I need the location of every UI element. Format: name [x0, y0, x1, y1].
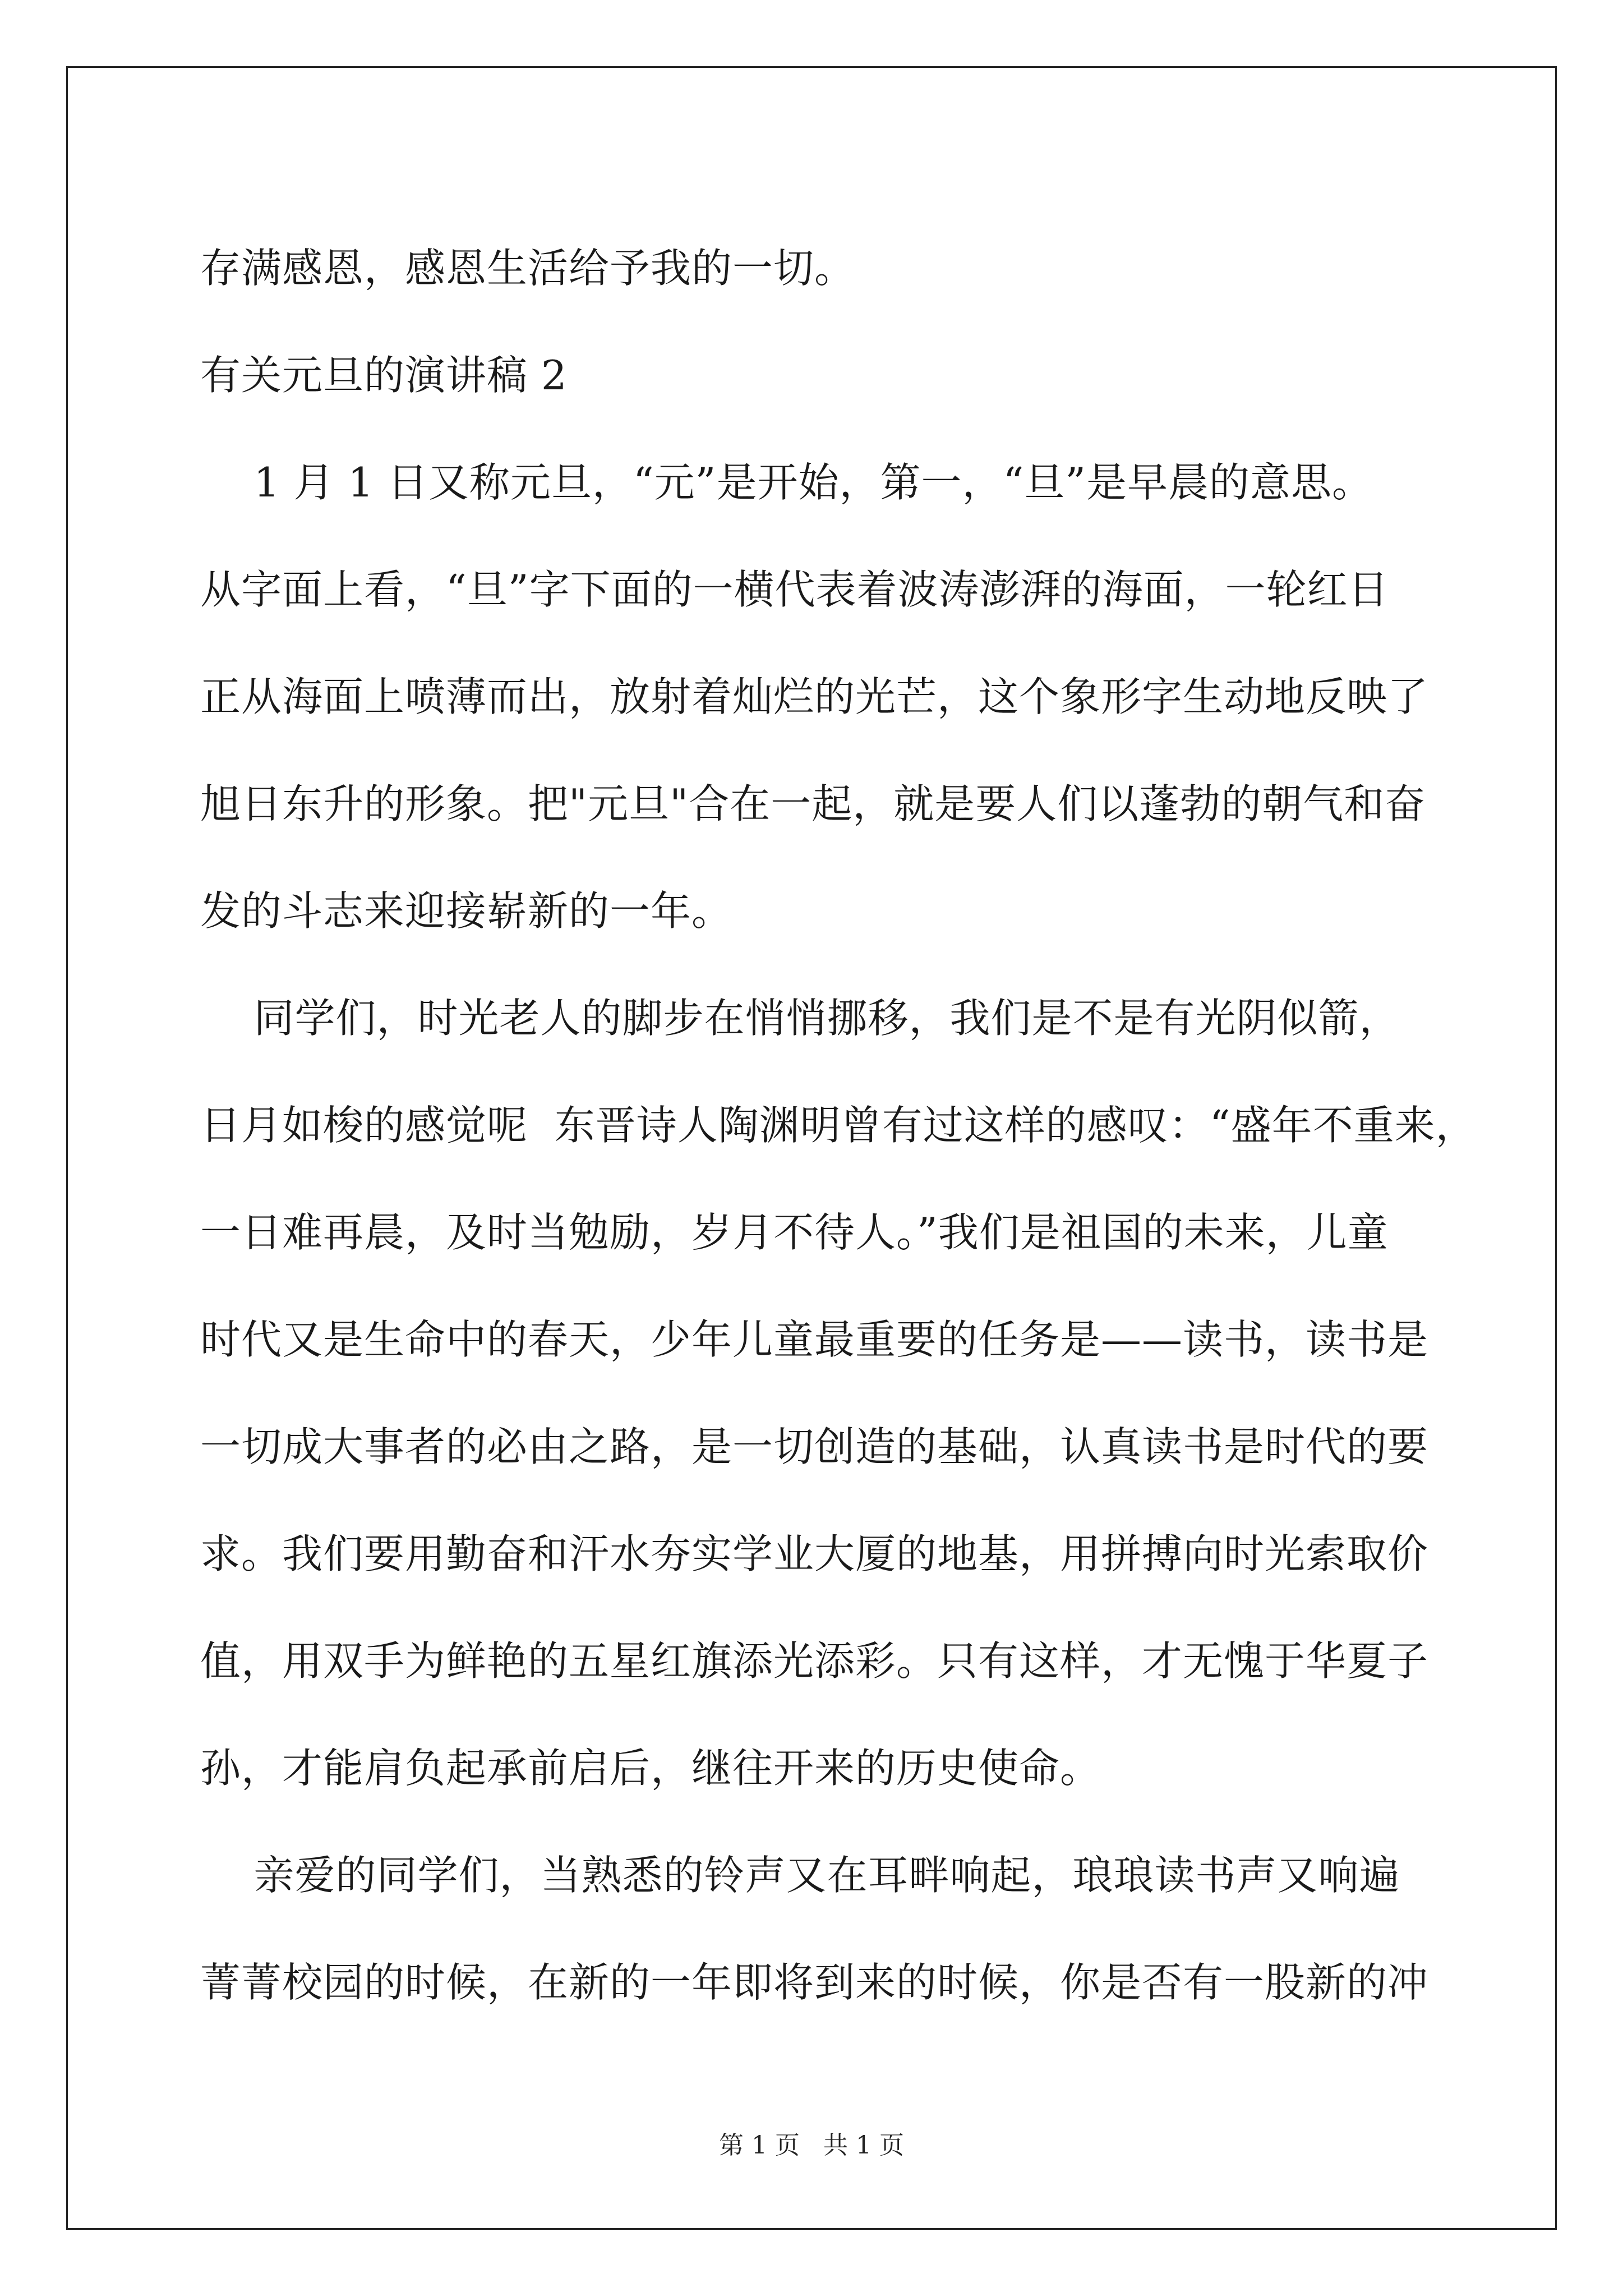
text-line: 亲爱的同学们，当熟悉的铃声又在耳畔响起，琅琅读书声又响遍	[200, 1852, 1400, 1899]
page-total: 共 1 页	[823, 2131, 904, 2160]
text-line: 一日难再晨，及时当勉励，岁月不待人。”我们是祖国的未来，儿童	[200, 1209, 1389, 1256]
page-footer	[0, 2129, 1623, 2162]
text-line: 旭日东升的形象。把"元旦"合在一起，就是要人们以蓬勃的朝气和奋	[200, 780, 1426, 827]
text-line: 一切成大事者的必由之路，是一切创造的基础，认真读书是时代的要	[200, 1423, 1429, 1470]
text-line: 1 月 1 日又称元旦，“元”是开始，第一，“旦”是早晨的意思。	[200, 459, 1373, 506]
text-line: 时代又是生命中的春天，少年儿童最重要的任务是——读书，读书是	[200, 1316, 1429, 1363]
text-line: 孙，才能肩负起承前启后，继往开来的历史使命。	[200, 1745, 1101, 1792]
text-line: 从字面上看，“旦”字下面的一横代表着波涛澎湃的海面，一轮红日	[200, 566, 1389, 613]
text-line: 发的斗志来迎接崭新的一年。	[200, 887, 733, 935]
text-line: 正从海面上喷薄而出，放射着灿烂的光芒，这个象形字生动地反映了	[200, 673, 1429, 720]
text-line: 菁菁校园的时候，在新的一年即将到来的时候，你是否有一股新的冲	[200, 1959, 1429, 2006]
text-line: 值，用双手为鲜艳的五星红旗添光添彩。只有这样，才无愧于华夏子	[200, 1637, 1429, 1685]
text-line: 求。我们要用勤奋和汗水夯实学业大厦的地基，用拼搏向时光索取价	[200, 1530, 1429, 1577]
page-number: 第 1 页	[719, 2131, 800, 2160]
document-body	[200, 215, 1477, 2036]
text-line: 存满感恩，感恩生活给予我的一切。	[200, 245, 856, 292]
text-line: 同学们，时光老人的脚步在悄悄挪移，我们是不是有光阴似箭，	[200, 995, 1400, 1042]
text-line: 日月如梭的感觉呢 东晋诗人陶渊明曾有过这样的感叹：“盛年不重来，	[200, 1102, 1477, 1149]
section-heading: 有关元旦的演讲稿 2	[200, 352, 568, 399]
